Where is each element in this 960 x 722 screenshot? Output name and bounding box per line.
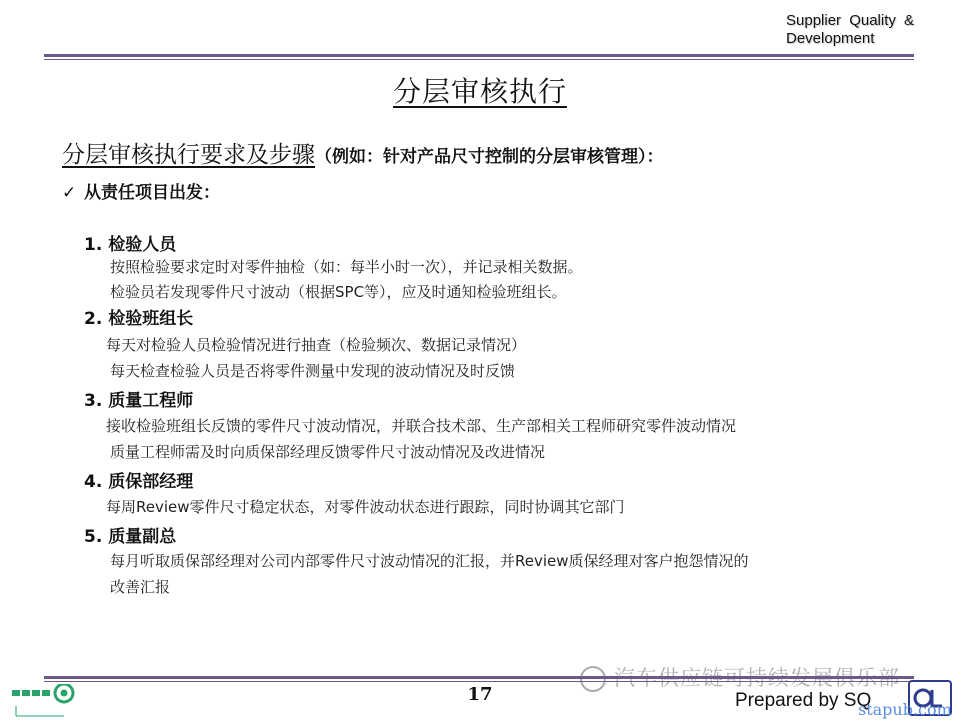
subheading-example: （例如：针对产品尺寸控制的分层审核管理）： — [315, 147, 664, 167]
section-line: 检验员若发现零件尺寸波动（根据SPC等），应及时通知检验班组长。 — [110, 283, 567, 301]
section-title: 3. 质量工程师 — [84, 391, 194, 411]
section-title: 4. 质保部经理 — [84, 472, 194, 492]
section-4 — [84, 467, 193, 492]
watermark-text: 汽车供应链可持续发展俱乐部 — [614, 666, 900, 690]
site-watermark: stapub.com — [858, 700, 952, 719]
brand-line-2: Development — [786, 30, 875, 47]
section-title: 5. 质量副总 — [84, 527, 177, 547]
slide-title-wrap — [0, 70, 960, 110]
bottom-rule — [44, 676, 914, 679]
brand-line-1: Supplier Quality & — [786, 12, 915, 29]
subheading — [62, 136, 664, 169]
section-1 — [84, 230, 176, 255]
section-line: 每月听取质保部经理对公司内部零件尺寸波动情况的汇报，并Review质保经理对客户抱怨情况的 — [110, 552, 749, 570]
section-line: 改善汇报 — [110, 578, 171, 596]
prepared-by: Prepared by SQ — [735, 690, 872, 711]
page-number: 17 — [467, 684, 493, 705]
top-rule — [44, 54, 914, 57]
section-line: 接收检验班组长反馈的零件尺寸波动情况，并联合技术部、生产部相关工程师研究零件波动情况 — [106, 417, 737, 435]
brand-header — [786, 12, 946, 48]
check-item — [62, 178, 220, 203]
section-line: 质量工程师需及时向质保部经理反馈零件尺寸波动情况及改进情况 — [110, 443, 546, 461]
section-2 — [84, 304, 193, 329]
check-item-text: 从责任项目出发： — [84, 183, 220, 203]
section-line: 按照检验要求定时对零件抽检（如：每半小时一次），并记录相关数据。 — [110, 258, 583, 276]
section-3 — [84, 386, 193, 411]
subheading-main: 分层审核执行要求及步骤 — [62, 142, 315, 168]
section-title: 1. 检验人员 — [84, 235, 177, 255]
section-line: 每天检查检验人员是否将零件测量中发现的波动情况及时反馈 — [110, 362, 516, 380]
section-5 — [84, 522, 176, 547]
section-line: 每周Review零件尺寸稳定状态，对零件波动状态进行跟踪，同时协调其它部门 — [106, 498, 625, 516]
bottom-rule-thin — [44, 681, 914, 682]
checkmark-icon: ✓ — [62, 183, 77, 203]
section-line: 每天对检验人员检验情况进行抽查（检验频次、数据记录情况） — [106, 336, 527, 354]
section-title: 2. 检验班组长 — [84, 309, 194, 329]
slide-title: 分层审核执行 — [392, 75, 567, 108]
top-rule-thin — [44, 59, 914, 60]
